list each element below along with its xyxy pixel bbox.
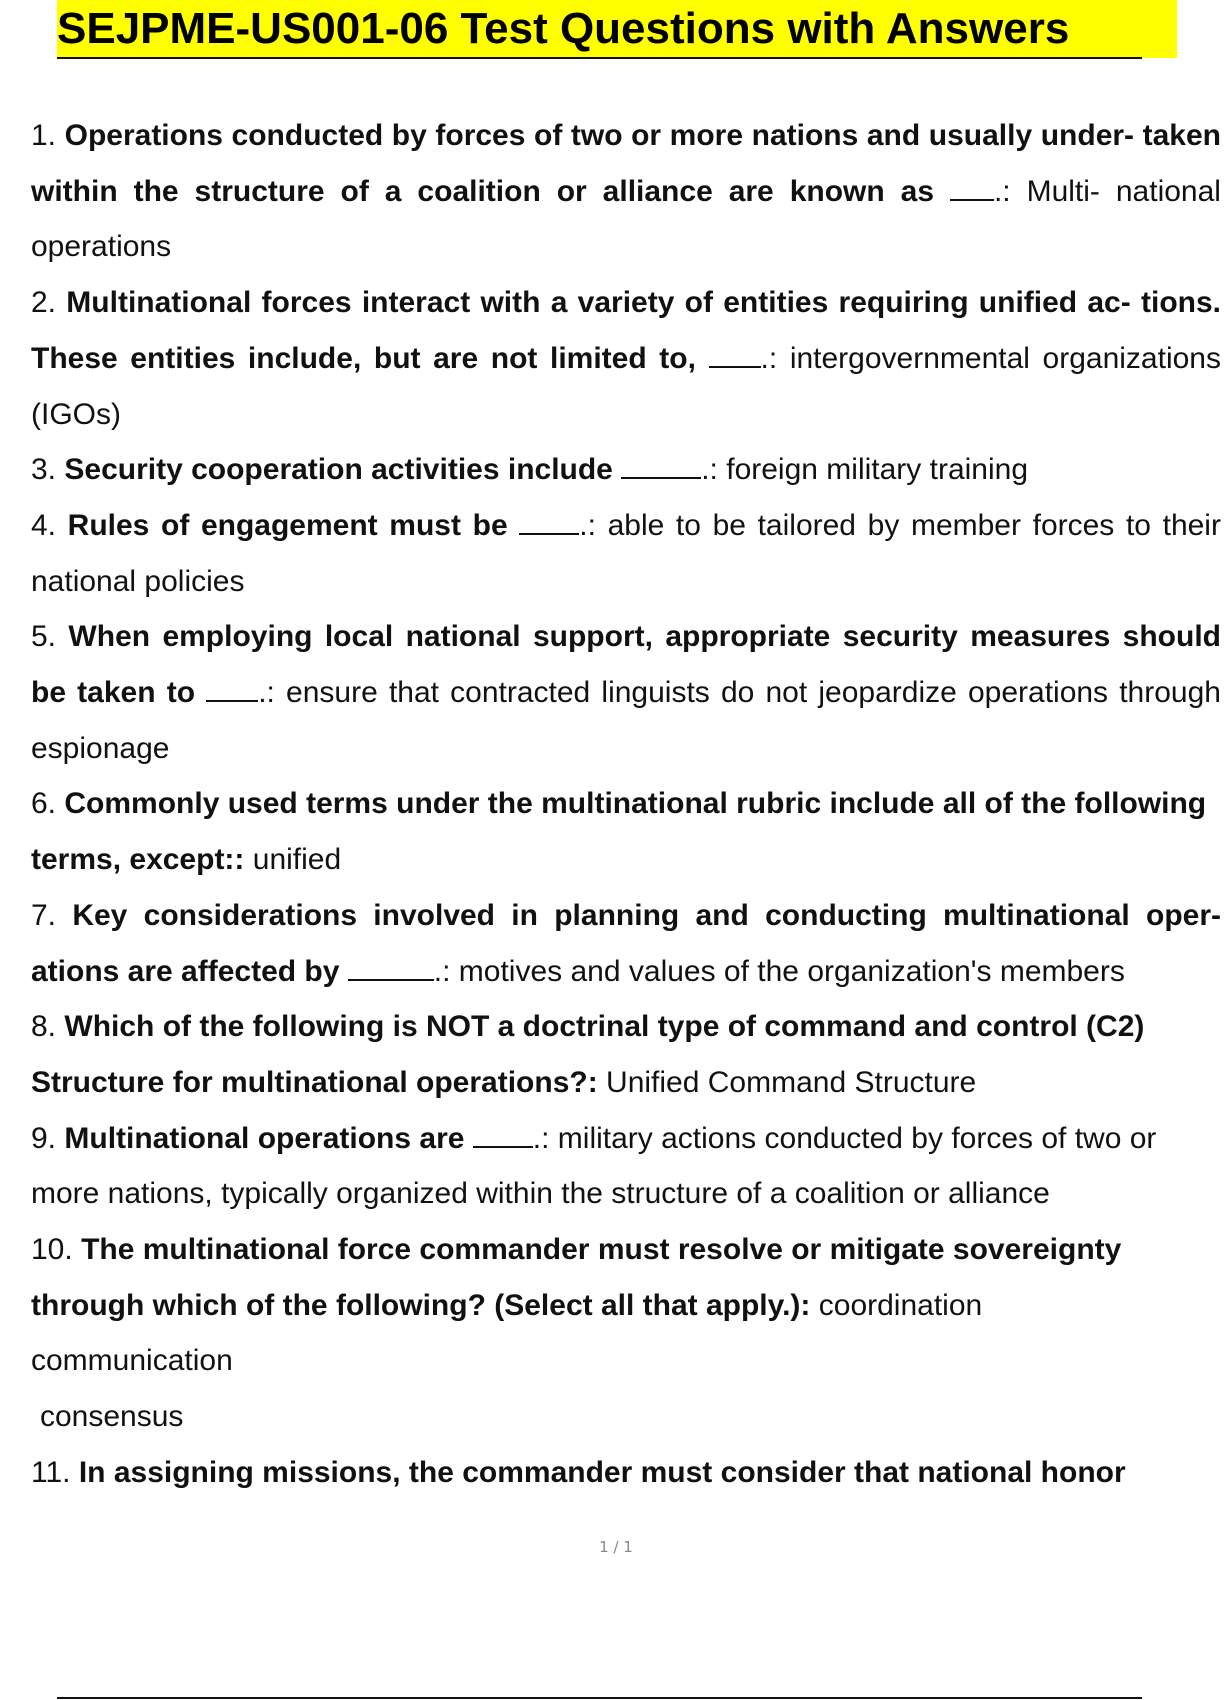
question-number: 11. [31,1455,71,1489]
answer-text: ensure that contracted linguists do not jeopardize operations through espionage [31,676,1221,765]
question-text: In assigning missions, the commander must consider that national honor [78,1455,1126,1489]
question-item-4 [31,498,1221,609]
answer-text: Multi- national operations [31,174,1221,264]
document-title: SEJPME-US001-06 Test Questions with Answers [57,4,1070,53]
title-highlight [57,0,1177,58]
question-number: 4. [31,508,57,542]
question-text: Key considerations involved in planning and conducting multinational oper- ations are affected by [31,898,1221,988]
question-number: 6. [31,787,57,821]
answer-blank [519,511,579,535]
answer-text: unified [252,843,342,877]
answer-text-line-2: communication [31,1344,233,1378]
question-item-8 [31,999,1221,1110]
question-item-2 [31,275,1221,442]
question-number: 10. [31,1233,73,1267]
question-suffix: .: [760,341,778,375]
question-suffix: .: [579,508,596,542]
answer-text: motives and values of the organization's members [458,954,1125,988]
question-suffix: .: [258,676,275,710]
question-text: When employing local national support, appropriate security measures should be taken to [31,620,1221,710]
question-text: Commonly used terms under the multinational rubric include all of the following terms, except:: [31,787,1207,877]
question-text: Which of the following is NOT a doctrinal type of command and control (C2) Structure for multinational operations?: [31,1010,1145,1099]
question-number: 9. [31,1121,57,1155]
question-item-3 [31,442,1221,498]
question-text: Security cooperation activities include [64,453,613,487]
title-underline [57,57,1142,59]
question-suffix: .: [433,954,451,988]
question-item-1 [31,108,1221,275]
answer-text: coordination [818,1288,983,1322]
answer-text: military actions conducted by forces of two or more nations, typically organized within the structure of a coalition or alliance [31,1121,1157,1211]
answer-text: Unified Command Structure [606,1065,977,1099]
page-number: 1 / 1 [599,1538,633,1556]
question-item-6 [31,776,1221,887]
question-text: The multinational force commander must resolve or mitigate sovereignty through which of the following? (Select all that apply.): [31,1233,1122,1322]
question-item-7 [31,888,1221,999]
question-text: Rules of engagement must be [67,508,508,542]
question-suffix: .: [532,1121,550,1155]
question-suffix: .: [993,174,1011,208]
question-number: 2. [31,286,57,320]
question-number: 7. [31,898,57,932]
question-text: Multinational operations are [64,1121,465,1155]
question-item-5 [31,609,1221,776]
answer-blank [950,177,994,201]
answer-blank [709,344,761,368]
question-item-10 [31,1222,1221,1445]
answer-blank [348,957,434,981]
question-number: 5. [31,620,57,654]
answer-text: intergovernmental organizations (IGOs) [31,341,1221,431]
question-number: 3. [31,453,57,487]
question-item-11 [31,1445,1221,1501]
question-number: 1. [31,119,57,152]
answer-blank [206,678,258,702]
footer-rule [57,1697,1142,1699]
answer-text: able to be tailored by member forces to their national policies [31,508,1221,598]
question-item-9 [31,1111,1221,1222]
answer-blank [473,1124,533,1148]
question-text: Multinational forces interact with a variety of entities requiring unified ac- tions. These entities include, but are not limited to, [31,286,1221,375]
question-number: 8. [31,1010,57,1044]
question-text: Operations conducted by forces of two or more nations and usually under- taken within the structure of a coalition or alliance are known as [31,119,1221,208]
answer-text-line-3: consensus [40,1400,184,1434]
answer-text: foreign military training [726,453,1029,487]
question-list [31,108,1221,1501]
answer-blank [621,455,701,479]
question-suffix: .: [701,453,718,487]
